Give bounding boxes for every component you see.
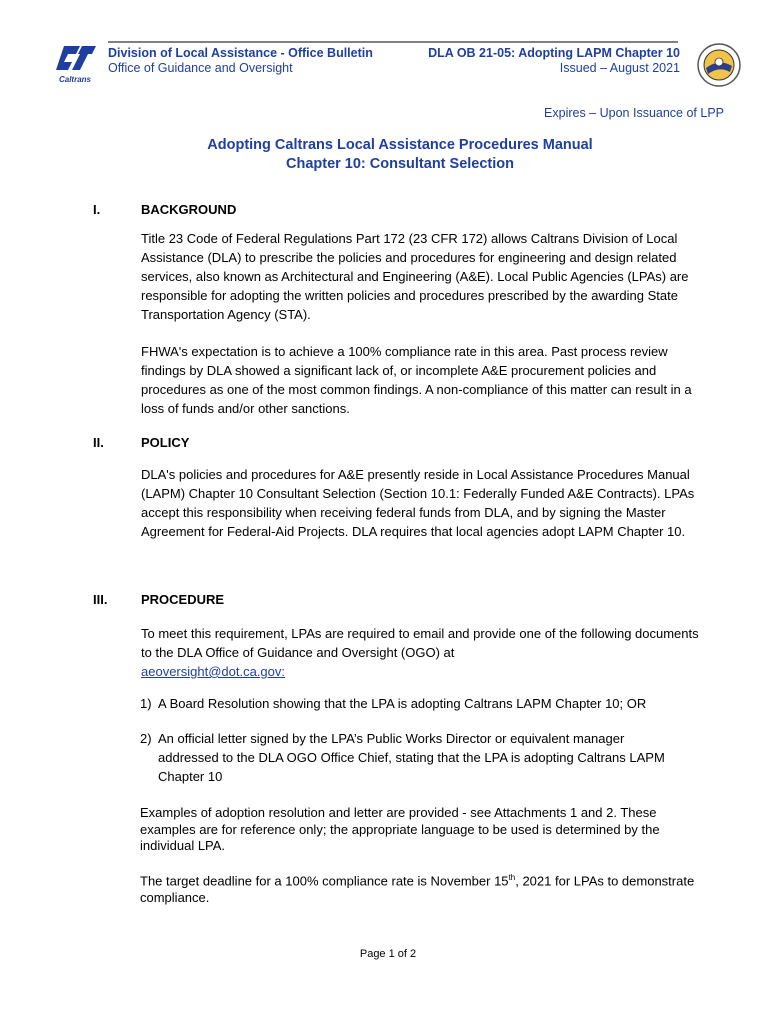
logo-text: Caltrans (58, 75, 92, 84)
section-number-procedure: III. (93, 592, 108, 607)
document-title (0, 136, 770, 174)
org-title: Division of Local Assistance - Office Bulletin (108, 46, 373, 60)
section-title-procedure: PROCEDURE (141, 592, 225, 607)
policy-paragraph: DLA's policies and procedures for A&E presently reside in Local Assistance Procedures Manual (LAPM) Chapter 10 Consultant Selection (Section 10.1: Federally Funded A&E Contracts). LPAs accept this responsibility when receiving federal funds from DLA, and by signing the Master Agreement for Federal-Aid Projects. DLA requires that local agencies adopt LAPM Chapter 10. (141, 467, 695, 539)
background-paragraph-2: FHWA's expectation is to achieve a 100% compliance rate in this area. Past process review findings by DLA showed a significant lack of, or incomplete A&E procurement policies and procedures as one of the most common findings. A non-compliance of this matter can result in a loss of funds and/or other sanctions. (141, 344, 692, 416)
list-item-text: An official letter signed by the LPA’s Public Works Director or equivalent manager addressed to the DLA OGO Office Chief, stating that the LPA is adopting Caltrans LAPM Chapter 10 (158, 731, 665, 784)
section-title-background: BACKGROUND (141, 202, 237, 217)
list-item-text: A Board Resolution showing that the LPA is adopting Caltrans LAPM Chapter 10; OR (158, 696, 647, 711)
procedure-intro (141, 624, 701, 681)
page-header (50, 38, 720, 88)
list-item-number: 2) (140, 731, 152, 746)
email-link[interactable]: aeoversight@dot.ca.gov: (141, 664, 286, 679)
expiration-note: Expires – Upon Issuance of LPP (544, 106, 724, 120)
caltrans-logo-icon (50, 42, 100, 86)
list-item-number: 1) (140, 696, 152, 711)
examples-paragraph: Examples of adoption resolution and letter are provided - see Attachments 1 and 2. These examples are for reference only; the appropriate language to be used is determined by the individual LPA. (140, 805, 660, 853)
deadline-superscript: th (508, 873, 516, 882)
office-name: Office of Guidance and Oversight (108, 61, 293, 75)
header-right (428, 46, 680, 76)
section-number-background: I. (93, 202, 101, 217)
deadline-text-end: , 2021 for LPAs to demonstrate compliance. (140, 873, 695, 905)
title-line-1: Adopting Caltrans Local Assistance Procedures Manual (207, 137, 593, 153)
background-paragraph-1: Title 23 Code of Federal Regulations Part 172 (23 CFR 172) allows Caltrans Division of Local Assistance (DLA) to prescribe the policies and procedures for engineering and design related services, also known as Architectural and Engineering (A&E). Local Public Agencies (LPAs) are responsible for adopting the written policies and procedures prescribed by the awarding State Transportation Agency (STA). (141, 231, 689, 322)
section-title-policy: POLICY (141, 435, 190, 450)
deadline-text-start: The target deadline for a 100% compliance rate is November 15 (140, 873, 509, 889)
page-number: Page 1 of 2 (359, 948, 417, 960)
deadline-paragraph (140, 870, 705, 906)
bulletin-id: DLA OB 21-05: Adopting LAPM Chapter 10 (428, 46, 680, 60)
issued-date: Issued – August 2021 (559, 61, 680, 75)
title-line-2: Chapter 10: Consultant Selection (285, 156, 514, 172)
header-rule (108, 41, 678, 43)
dla-seal-icon (696, 42, 742, 88)
header-left (108, 46, 373, 76)
section-number-policy: II. (93, 435, 104, 450)
procedure-intro-text: To meet this requirement, LPAs are required to email and provide one of the following documents to the DLA Office of Guidance and Oversight (OGO) at (141, 626, 699, 660)
